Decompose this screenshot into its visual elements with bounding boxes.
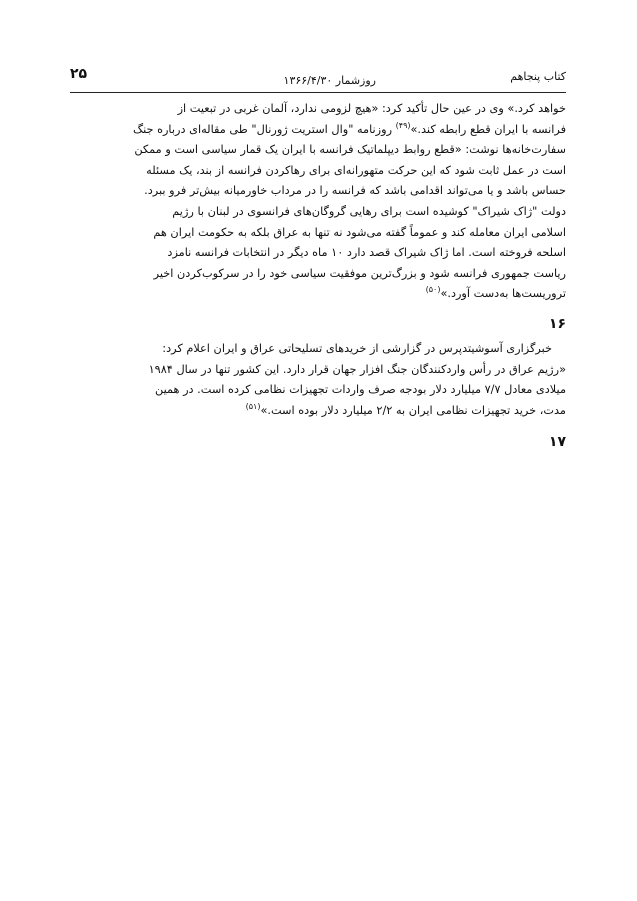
paragraph-line: «رژیم عراق در رأس واردکنندگان جنگ افزار جهان قرار دارد. این کشور تنها در سال ۱۹۸۴ (148, 362, 566, 376)
paragraph-line (70, 120, 566, 141)
book-page (70, 64, 566, 457)
paragraph-section-16 (70, 339, 566, 421)
page-number: ۲۵ (70, 66, 88, 82)
page-header (70, 64, 566, 93)
paragraph-line-part: روزنامه "وال استریت ژورنال" طی مقاله‌ای درباره جنگ (132, 122, 393, 136)
paragraph-line-part: فرانسه با ایران قطع رابطه کند.» (410, 122, 566, 136)
paragraph-line: خواهد کرد.» وی در عین حال تأکید کرد: «هیچ لزومی ندارد، آلمان غربی در تبعیت از (177, 102, 566, 115)
diary-label: روزشمار ۱۳۶۶/۴/۳۰ (283, 74, 376, 87)
paragraph-line: ریاست جمهوری فرانسه شود و بزرگ‌ترین موفقیت سیاسی خود را در سرکوب‌کردن اخیر (153, 266, 566, 280)
paragraph-line: حساس باشد و یا می‌تواند اقدامی باشد که فرانسه را در مرداب خاورمیانه بیش‌تر فرو ببرد. (144, 184, 566, 198)
section-number-16: ۱۶ (548, 315, 566, 332)
footnote-ref-50: (۵۰) (425, 285, 441, 295)
footnote-ref-51: (۵۱) (245, 401, 261, 411)
footnote-ref-49: (۴۹) (395, 120, 411, 130)
paragraph-1 (70, 99, 566, 305)
paragraph-line (70, 284, 566, 305)
paragraph-line: سفارت‌خانه‌ها نوشت: «قطع روابط دیپلماتیک فرانسه با ایران یک قمار سیاسی است و ممکن (134, 143, 566, 157)
paragraph-line-part: مدت، خرید تجهیزات نظامی ایران به ۲/۲ میلیارد دلار بوده است.» (260, 403, 566, 417)
paragraph-line: اسلامی ایران معامله کند و عموماً گفته می‌شود نه تنها به عراق بلکه به حکومت ایران هم (153, 225, 566, 239)
paragraph-line-part: تروریست‌ها به‌دست آورد.» (440, 287, 566, 301)
paragraph-line (70, 401, 566, 422)
paragraph-line: دولت "ژاک شیراک" کوشیده است برای رهایی گروگان‌های فرانسوی در لبنان با رژیم (172, 204, 566, 218)
paragraph-line: اسلحه فروخته است. اما ژاک شیراک قصد دارد ۱۰ ماه دیگر در انتخابات فرانسه نامزد (167, 246, 566, 260)
paragraph-line: است در عمل ثابت شود که این حرکت متهورانه‌ای برای رهاکردن فرانسه از بند، یک مسئله (146, 163, 566, 177)
book-title: کتاب پنجاهم (510, 70, 566, 83)
paragraph-line: میلادی معادل ۷/۷ میلیارد دلار بودجه صرف واردات تجهیزات نظامی کرده است. در همین (154, 383, 566, 397)
paragraph-line: خبرگزاری آسوشیتدپرس در گزارشی از خریدهای تسلیحاتی عراق و ایران اعلام کرد: (162, 341, 552, 355)
section-number-17: ۱۷ (548, 434, 566, 451)
